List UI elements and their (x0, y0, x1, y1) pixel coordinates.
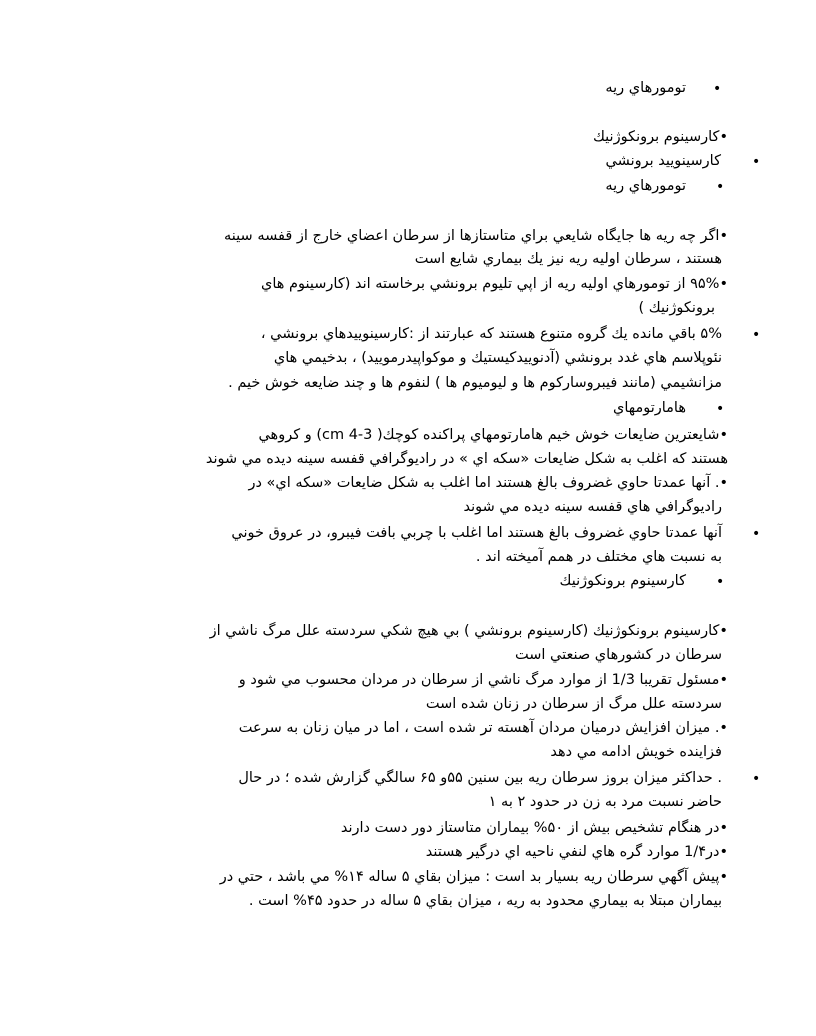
para-peak-incidence-line-1: . حداكثر ميزان بروز سرطان ريه بين سنين ۵۵و ۶۵ سالگي گزارش شده ؛ در حال (238, 770, 722, 786)
para-metastasis-line-1: •اگر چه ريه ها جايگاه شايعي براي متاستازها از سرطان اعضاي خارج از قفسه سينه (224, 228, 728, 244)
para-one-third-line-1: •مسئول تقريبا 1/3 از موارد مرگ ناشي از سرطان در مردان محسوب مي شود و (238, 672, 728, 688)
bullet-marker: • (752, 154, 761, 170)
para-lymph-nodes: •در1/۴ موارد گره هاي لنفي ناحيه اي درگير هستند (425, 844, 728, 860)
para-one-third-line-2: سردسته علل مرگ از سرطان در زنان شده است (425, 696, 722, 712)
para-95-percent-line-1: •۹۵% از تومورهاي اوليه ريه از اپي تليوم برونشي برخاسته اند (كارسينوم هاي (261, 276, 728, 292)
para-prognosis-line-1: •پيش آگهي سرطان ريه بسيار بد است : ميزان بقاي ۵ ساله ۱۴% مي باشد ، حتي در (219, 869, 728, 885)
para-leading-cause-line-1: •كارسينوم برونكوژنيك (كارسينوم برونشي ) بي هيچ شكي سردسته علل مرگ ناشي از (209, 623, 728, 639)
para-fat-line-1: آنها عمدتا حاوي غضروف بالغ هستند اما اغلب با چربي بافت فيبرو، در عروق خوني (231, 525, 722, 541)
para-fat-line-2: به نسبت هاي مختلف در همم آميخته اند . (475, 549, 722, 565)
heading-lung-tumors-2: تومورهاي ريه (605, 178, 686, 194)
para-95-percent-line-2: برونكوژنيك ) (638, 300, 715, 316)
heading-hamartomas: هامارتومهاي (613, 400, 686, 416)
bullet-marker: • (716, 401, 725, 417)
para-diagnosis-metastasis: •در هنگام تشخيص بيش از ۵۰% بيماران متاستاز دور دست دارند (340, 820, 728, 836)
bullet-marker: • (716, 574, 725, 590)
para-5-percent-line-3: مزانشيمي (مانند فيبروساركوم ها و ليوميوم ها ) لنفوم ها و چند ضايعه خوش خيم . (228, 375, 722, 391)
bullet-marker: • (752, 327, 761, 343)
para-5-percent-line-2: نئوپلاسم هاي غدد برونشي (آدنوييدكيستيك و موكواپيدرموييد) ، بدخيمي هاي (273, 350, 722, 366)
para-cartilage-line-2: راديوگرافي هاي قفسه سينه ديده مي شوند (463, 499, 722, 515)
para-cartilage-line-1: •. آنها عمدتا حاوي غضروف بالغ هستند اما اغلب به شكل ضايعات «سكه اي» در (248, 475, 728, 491)
para-prognosis-line-2: بيماران مبتلا به بيماري محدود به ريه ، ميزان بقاي ۵ ساله در حدود ۴۵% است . (248, 893, 722, 909)
para-metastasis-line-2: هستند ، سرطان اوليه ريه نيز يك بيماري شايع است (414, 251, 722, 267)
bullet-marker: • (752, 771, 761, 787)
para-hamartoma-line-1: •شايعترين ضايعات خوش خيم هامارتومهاي پراكنده كوچك( cm 4-3) و كروهي (258, 427, 728, 443)
heading-lung-tumors: تومورهاي ريه (605, 80, 686, 96)
bullet-marker: • (716, 179, 725, 195)
para-peak-incidence-line-2: حاضر نسبت مرد به زن در حدود ۲ به ۱ (488, 794, 722, 810)
para-hamartoma-line-2: هستند كه اغلب به شكل ضايعات «سكه اي » در راديوگرافي قفسه سينه ديده مي شوند (205, 451, 728, 467)
line-bronchogenic-carcinoma: •كارسينوم برونكوژنيك (592, 129, 728, 145)
para-5-percent-line-1: ۵% باقي مانده يك گروه متنوع هستند كه عبارتند از :كارسينوييدهاي برونشي ، (260, 326, 722, 342)
bullet-marker: • (752, 526, 761, 542)
line-bronchial-carcinoid: كارسينوييد برونشي (605, 153, 721, 169)
bullet-marker: • (713, 81, 722, 97)
para-leading-cause-line-2: سرطان در كشورهاي صنعتي است (515, 647, 722, 663)
para-increase-line-1: •. ميزان افزايش درميان مردان آهسته تر شده است ، اما در ميان زنان به سرعت (238, 720, 728, 736)
heading-bronchogenic-carcinoma: كارسينوم برونكوژنيك (559, 573, 686, 589)
para-increase-line-2: فزاينده خويش ادامه مي دهد (550, 744, 722, 760)
